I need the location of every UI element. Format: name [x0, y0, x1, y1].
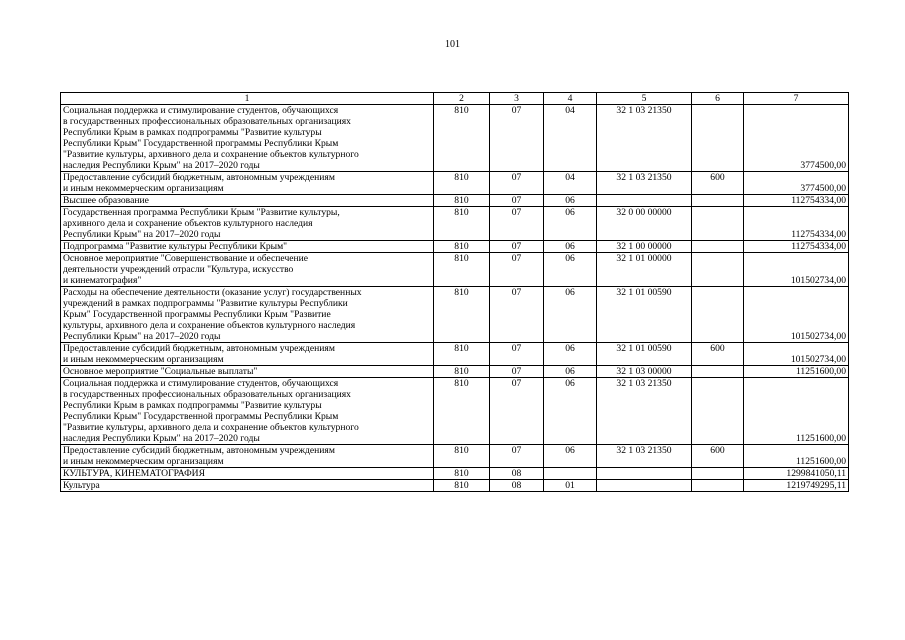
row-expense-type-cell: 600	[692, 172, 744, 195]
table-row	[61, 480, 849, 492]
row-name-text: Предоставление субсидий бюджетным, автономным учреждениям и иным некоммерческим организациям	[63, 445, 335, 467]
row-target-article-cell: 32 1 03 00000	[597, 366, 692, 378]
row-expense-type-cell	[692, 253, 744, 287]
row-section-cell: 07	[490, 287, 544, 343]
row-expense-type-cell	[692, 105, 744, 172]
row-name-text: Подпрограмма "Развитие культуры Республики Крым"	[63, 241, 288, 252]
row-expense-type-cell	[692, 207, 744, 241]
row-section-cell: 07	[490, 241, 544, 253]
row-name-text: Высшее образование	[63, 195, 149, 206]
table-row	[61, 207, 849, 241]
row-amount-cell: 3774500,00	[744, 172, 849, 195]
row-gov-code-cell: 810	[434, 105, 490, 172]
row-name-cell	[61, 172, 434, 195]
row-name-cell	[61, 253, 434, 287]
row-amount-cell: 3774500,00	[744, 105, 849, 172]
row-target-article-cell	[597, 195, 692, 207]
table-row	[61, 105, 849, 172]
row-name-cell	[61, 105, 434, 172]
row-name-cell	[61, 287, 434, 343]
row-name-cell	[61, 480, 434, 492]
row-amount-cell: 101502734,00	[744, 343, 849, 366]
row-name-text: КУЛЬТУРА, КИНЕМАТОГРАФИЯ	[63, 468, 205, 479]
header-cell-4: 4	[544, 93, 597, 105]
row-gov-code-cell: 810	[434, 366, 490, 378]
row-section-cell: 07	[490, 172, 544, 195]
row-name-text: Социальная поддержка и стимулирование студентов, обучающихся в государственных профессиональных образовательных организациях Республики Крым в рамках подпрограммы "Развитие культуры Республики Крым" Государственной программы Республики Крым "Развитие культуры, архивного дела и сохранение объектов культурного наследия Республики Крым" на 2017–2020 годы	[63, 105, 359, 171]
row-expense-type-cell	[692, 287, 744, 343]
table-row	[61, 445, 849, 468]
row-section-cell: 07	[490, 366, 544, 378]
row-section-cell: 07	[490, 195, 544, 207]
row-target-article-cell: 32 1 03 21350	[597, 378, 692, 445]
row-subsection-cell: 06	[544, 195, 597, 207]
row-gov-code-cell: 810	[434, 468, 490, 480]
row-amount-cell: 11251600,00	[744, 366, 849, 378]
row-target-article-cell	[597, 480, 692, 492]
page-number: 101	[445, 39, 460, 50]
row-name-cell	[61, 468, 434, 480]
row-subsection-cell: 06	[544, 343, 597, 366]
row-amount-cell: 112754334,00	[744, 207, 849, 241]
row-name-text: Предоставление субсидий бюджетным, автономным учреждениям и иным некоммерческим организациям	[63, 343, 335, 365]
row-section-cell: 08	[490, 468, 544, 480]
row-gov-code-cell: 810	[434, 445, 490, 468]
row-section-cell: 07	[490, 253, 544, 287]
row-expense-type-cell	[692, 366, 744, 378]
row-expense-type-cell	[692, 468, 744, 480]
row-target-article-cell: 32 0 00 00000	[597, 207, 692, 241]
row-amount-cell: 1299841050,11	[744, 468, 849, 480]
row-amount-cell: 1219749295,11	[744, 480, 849, 492]
row-subsection-cell: 06	[544, 287, 597, 343]
budget-table	[60, 92, 849, 492]
table-row	[61, 343, 849, 366]
row-gov-code-cell: 810	[434, 241, 490, 253]
row-target-article-cell: 32 1 01 00000	[597, 253, 692, 287]
row-subsection-cell: 06	[544, 366, 597, 378]
table-row	[61, 172, 849, 195]
row-gov-code-cell: 810	[434, 343, 490, 366]
row-gov-code-cell: 810	[434, 480, 490, 492]
row-expense-type-cell	[692, 480, 744, 492]
row-name-cell	[61, 366, 434, 378]
row-name-text: Основное мероприятие "Социальные выплаты"	[63, 366, 258, 377]
row-expense-type-cell: 600	[692, 445, 744, 468]
row-subsection-cell: 06	[544, 241, 597, 253]
row-amount-cell: 11251600,00	[744, 378, 849, 445]
row-subsection-cell: 01	[544, 480, 597, 492]
row-section-cell: 07	[490, 105, 544, 172]
header-cell-6: 6	[692, 93, 744, 105]
row-name-cell	[61, 343, 434, 366]
row-section-cell: 07	[490, 343, 544, 366]
row-target-article-cell: 32 1 01 00590	[597, 287, 692, 343]
row-name-cell	[61, 241, 434, 253]
row-gov-code-cell: 810	[434, 287, 490, 343]
row-amount-cell: 112754334,00	[744, 195, 849, 207]
row-target-article-cell: 32 1 03 21350	[597, 172, 692, 195]
row-subsection-cell: 06	[544, 445, 597, 468]
header-cell-1: 1	[61, 93, 434, 105]
table-row	[61, 468, 849, 480]
header-cell-7: 7	[744, 93, 849, 105]
row-subsection-cell: 04	[544, 105, 597, 172]
row-name-cell	[61, 195, 434, 207]
row-name-text: Расходы на обеспечение деятельности (оказание услуг) государственных учреждений в рамках подпрограммы "Развитие культуры Республики Крым" Государственной программы Республики Крым "Развитие культуры, архивного дела и сохранение объектов культурного наследия Республики Крым" на 2017–2020 годы	[63, 287, 362, 342]
row-expense-type-cell	[692, 378, 744, 445]
header-cell-5: 5	[597, 93, 692, 105]
row-name-text: Государственная программа Республики Крым "Развитие культуры, архивного дела и сохранение объектов культурного наследия Республики Крым" на 2017–2020 годы	[63, 207, 340, 240]
row-subsection-cell: 06	[544, 378, 597, 445]
row-name-text: Культура	[63, 480, 100, 491]
row-gov-code-cell: 810	[434, 195, 490, 207]
row-gov-code-cell: 810	[434, 207, 490, 241]
row-subsection-cell	[544, 468, 597, 480]
table-row	[61, 195, 849, 207]
row-name-text: Предоставление субсидий бюджетным, автономным учреждениям и иным некоммерческим организациям	[63, 172, 335, 194]
table-row	[61, 287, 849, 343]
row-section-cell: 07	[490, 445, 544, 468]
row-subsection-cell: 06	[544, 207, 597, 241]
header-cell-3: 3	[490, 93, 544, 105]
header-cell-2: 2	[434, 93, 490, 105]
row-subsection-cell: 04	[544, 172, 597, 195]
table-header-row	[61, 93, 849, 105]
row-amount-cell: 112754334,00	[744, 241, 849, 253]
row-amount-cell: 11251600,00	[744, 445, 849, 468]
row-amount-cell: 101502734,00	[744, 253, 849, 287]
row-target-article-cell: 32 1 00 00000	[597, 241, 692, 253]
row-expense-type-cell	[692, 195, 744, 207]
row-name-text: Социальная поддержка и стимулирование студентов, обучающихся в государственных профессиональных образовательных организациях Республики Крым в рамках подпрограммы "Развитие культуры Республики Крым" Государственной программы Республики Крым "Развитие культуры, архивного дела и сохранение объектов культурного наследия Республики Крым" на 2017–2020 годы	[63, 378, 359, 444]
table-row	[61, 366, 849, 378]
row-name-cell	[61, 378, 434, 445]
row-name-text: Основное мероприятие "Совершенствование и обеспечение деятельности учреждений отрасли "Культура, искусство и кинематография"	[63, 253, 309, 286]
row-section-cell: 08	[490, 480, 544, 492]
row-section-cell: 07	[490, 378, 544, 445]
row-subsection-cell: 06	[544, 253, 597, 287]
row-name-cell	[61, 445, 434, 468]
table-row	[61, 378, 849, 445]
row-target-article-cell: 32 1 03 21350	[597, 445, 692, 468]
row-gov-code-cell: 810	[434, 253, 490, 287]
table-row	[61, 241, 849, 253]
row-target-article-cell	[597, 468, 692, 480]
row-target-article-cell: 32 1 03 21350	[597, 105, 692, 172]
row-gov-code-cell: 810	[434, 172, 490, 195]
row-amount-cell: 101502734,00	[744, 287, 849, 343]
row-gov-code-cell: 810	[434, 378, 490, 445]
row-section-cell: 07	[490, 207, 544, 241]
row-name-cell	[61, 207, 434, 241]
table-row	[61, 253, 849, 287]
row-expense-type-cell	[692, 241, 744, 253]
row-expense-type-cell: 600	[692, 343, 744, 366]
row-target-article-cell: 32 1 01 00590	[597, 343, 692, 366]
